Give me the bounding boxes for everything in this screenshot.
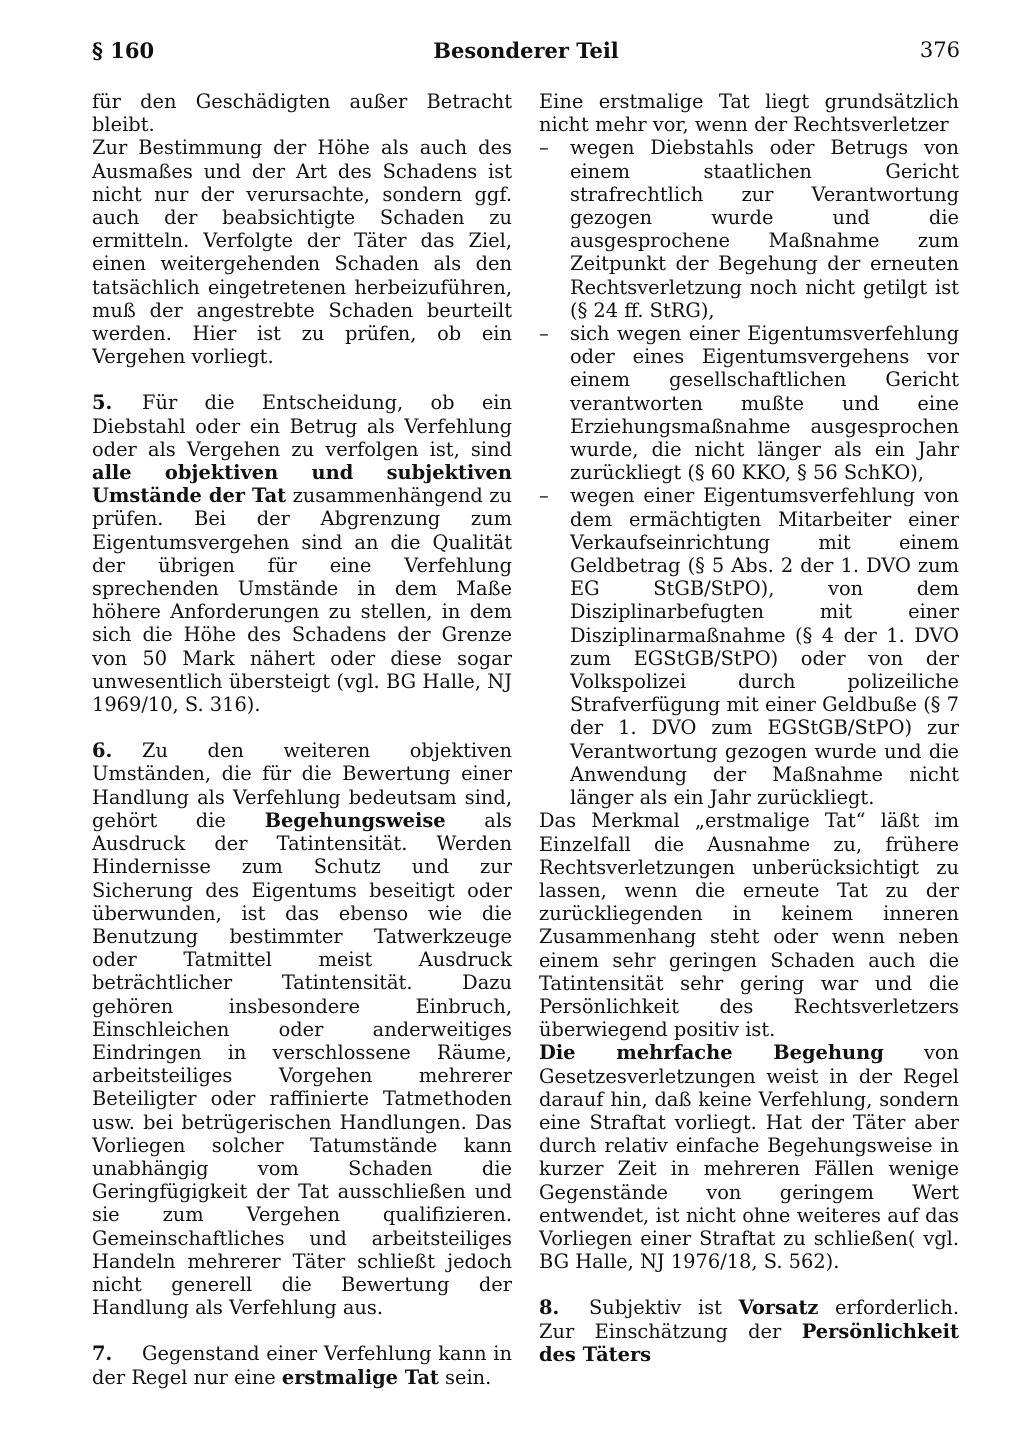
section-6-emphasis: Begehungsweise bbox=[264, 808, 446, 832]
paragraph-damage-assessment: Zur Bestimmung der Höhe als auch des Ausmaßes und der Art des Schadens ist nicht nur der verursachte, sondern ggf. auch der beabsichtigte Schaden zu ermitteln. Verfolgte der Täter das Ziel, einen weitergehenden Schaden als den tatsächlich eingetretenen herbeizuführen, muß der angestrebte Schaden beurteilt werden. Hier ist zu prüfen, ob ein Vergehen vorliegt. bbox=[92, 136, 512, 369]
list-item-text: wegen einer Eigentumsverfehlung von dem ermächtigten Mitarbeiter einer Verkaufseinrichtung mit einem Geldbetrag (§ 5 Abs. 2 der 1. DVO zum EG StGB/StPO), von dem Disziplinarbefugten mit einer Disziplinarmaßnahme (§ 4 der 1. DVO zum EGStGB/StPO) oder von der Volkspolizei durch polizeiliche Strafverfügung mit einer Geldbuße (§ 7 der 1. DVO zum EGStGB/StPO) zur Verantwortung gezogen wurde und die Anwendung der Maßnahme nicht länger als ein Jahr zurückliegt. bbox=[570, 484, 959, 810]
section-number: § 160 bbox=[92, 38, 155, 63]
paragraph-merkmal: Das Merkmal „erstmalige Tat“ läßt im Einzelfall die Ausnahme zu, frühere Rechtsverletzungen unberücksichtigt zu lassen, wenn die erneute Tat zu der zurückliegenden in keinem inneren Zusammenhang steht oder wenn neben einem sehr geringen Schaden auch die Tatintensität sehr gering war und die Persönlichkeit des Rechtsverletzers überwiegend positiv ist. bbox=[539, 809, 959, 1042]
section-5-emphasis: alle objektiven und subjektiven Umstände der Tat bbox=[92, 461, 512, 508]
list-item bbox=[539, 136, 959, 322]
section-6-text-a: Zu den weiteren objektiven Umständen, die für die Bewertung einer Handlung als Verfehlung bedeutsam sind, gehört die bbox=[92, 739, 512, 832]
section-8-text-a: Subjektiv ist bbox=[589, 1296, 739, 1320]
section-8-emphasis-intent: Vorsatz bbox=[738, 1296, 819, 1320]
paragraph-first-offense: Eine erstmalige Tat liegt grundsätzlich nicht mehr vor, wenn der Rechtsverletzer bbox=[539, 90, 959, 137]
section-8-number: 8. bbox=[539, 1296, 560, 1320]
dash-bullet: – bbox=[539, 484, 549, 508]
paragraph-repeated-offense bbox=[539, 1041, 959, 1273]
page-header bbox=[92, 38, 960, 78]
paragraph-continuation: für den Geschädigten außer Betracht bleibt. bbox=[92, 90, 512, 137]
dash-bullet: – bbox=[539, 136, 549, 160]
section-7-emphasis: erstmalige Tat bbox=[281, 1365, 439, 1389]
section-8-emphasis-personality: Persönlichkeit des Täters bbox=[539, 1319, 959, 1366]
section-7-text-a: Gegenstand einer Verfehlung kann in der Regel nur eine bbox=[92, 1342, 512, 1389]
dash-bullet: – bbox=[539, 322, 549, 346]
section-8 bbox=[539, 1296, 959, 1366]
list-item bbox=[539, 484, 959, 809]
section-5-number: 5. bbox=[92, 391, 113, 415]
section-6 bbox=[92, 739, 512, 1319]
list-item-text: sich wegen einer Eigentumsverfehlung oder eines Eigentumsvergehens vor einem gesellschaftlichen Gericht verantworten mußte und eine Erziehungsmaßnahme ausgesprochen wurde, die nicht länger als ein Jahr zurückliegt (§ 60 KKO, § 56 SchKO), bbox=[570, 322, 959, 485]
repeated-offense-emphasis: Die mehrfache Begehung bbox=[539, 1041, 884, 1065]
right-column bbox=[539, 90, 959, 1366]
section-6-number: 6. bbox=[92, 739, 113, 763]
left-column bbox=[92, 90, 512, 1389]
page-title: Besonderer Teil bbox=[433, 38, 619, 63]
repeated-offense-text: von Gesetzesverletzungen weist in der Regel darauf hin, daß keine Verfehlung, sondern eine Straftat vorliegt. Hat der Täter aber durch relativ einfache Begehungsweise in kurzer Zeit in mehreren Fällen wenige Gegenstände von geringem Wert entwendet, ist nicht ohne weiteres auf das Vorliegen einer Straftat zu schließen( vgl. BG Halle, NJ 1976/18, S. 562). bbox=[539, 1041, 959, 1274]
list-item-text: wegen Diebstahls oder Betrugs von einem staatlichen Gericht strafrechtlich zur Verantwortung gezogen wurde und die ausgesprochene Maßnahme zum Zeitpunkt der Begehung der erneuten Rechtsverletzung noch nicht getilgt ist (§ 24 ff. StRG), bbox=[570, 136, 959, 322]
section-8-text-b: erforderlich. Zur Einschätzung der bbox=[539, 1296, 959, 1343]
section-7-text-b: sein. bbox=[438, 1365, 492, 1389]
section-5-text-a: Für die Entscheidung, ob ein Diebstahl oder ein Betrug als Verfehlung oder als Vergehen zu verfolgen ist, sind bbox=[92, 391, 512, 461]
section-6-text-b: als Ausdruck der Tatintensität. Werden Hindernisse zum Schutz und zur Sicherung des Eigentums beseitigt oder überwunden, ist das ebenso wie die Benutzung bestimmter Tatwerkzeuge oder Tatmittel meist Ausdruck beträchtlicher Tatintensität. Dazu gehören insbesondere Einbruch, Einschleichen oder anderweitiges Eindringen in verschlossene Räume, arbeitsteiliges Vorgehen mehrerer Beteiligter oder raffinierte Tatmethoden usw. bei betrügerischen Handlungen. Das Vorliegen solcher Tatumstände kann unabhängig vom Schaden die Geringfügigkeit der Tat ausschließen und sie zum Vergehen qualifizieren. Gemeinschaftliches und arbeitsteiliges Handeln mehrerer Täter schließt jedoch nicht generell die Bewertung der Handlung als Verfehlung aus. bbox=[92, 808, 512, 1320]
list-item bbox=[539, 322, 959, 484]
section-7-number: 7. bbox=[92, 1342, 113, 1366]
section-7 bbox=[92, 1342, 512, 1388]
section-5-text-b: zusammenhängend zu prüfen. Bei der Abgrenzung zum Eigentumsvergehen sind an die Qualität der übrigen für eine Verfehlung sprechenden Umstände in dem Maße höhere Anforderungen zu stellen, in dem sich die Höhe des Schadens der Grenze von 50 Mark nähert oder diese sogar unwesentlich übersteigt (vgl. BG Halle, NJ 1969/10, S. 316). bbox=[92, 484, 512, 717]
page-number: 376 bbox=[919, 38, 960, 62]
section-5 bbox=[92, 391, 512, 716]
